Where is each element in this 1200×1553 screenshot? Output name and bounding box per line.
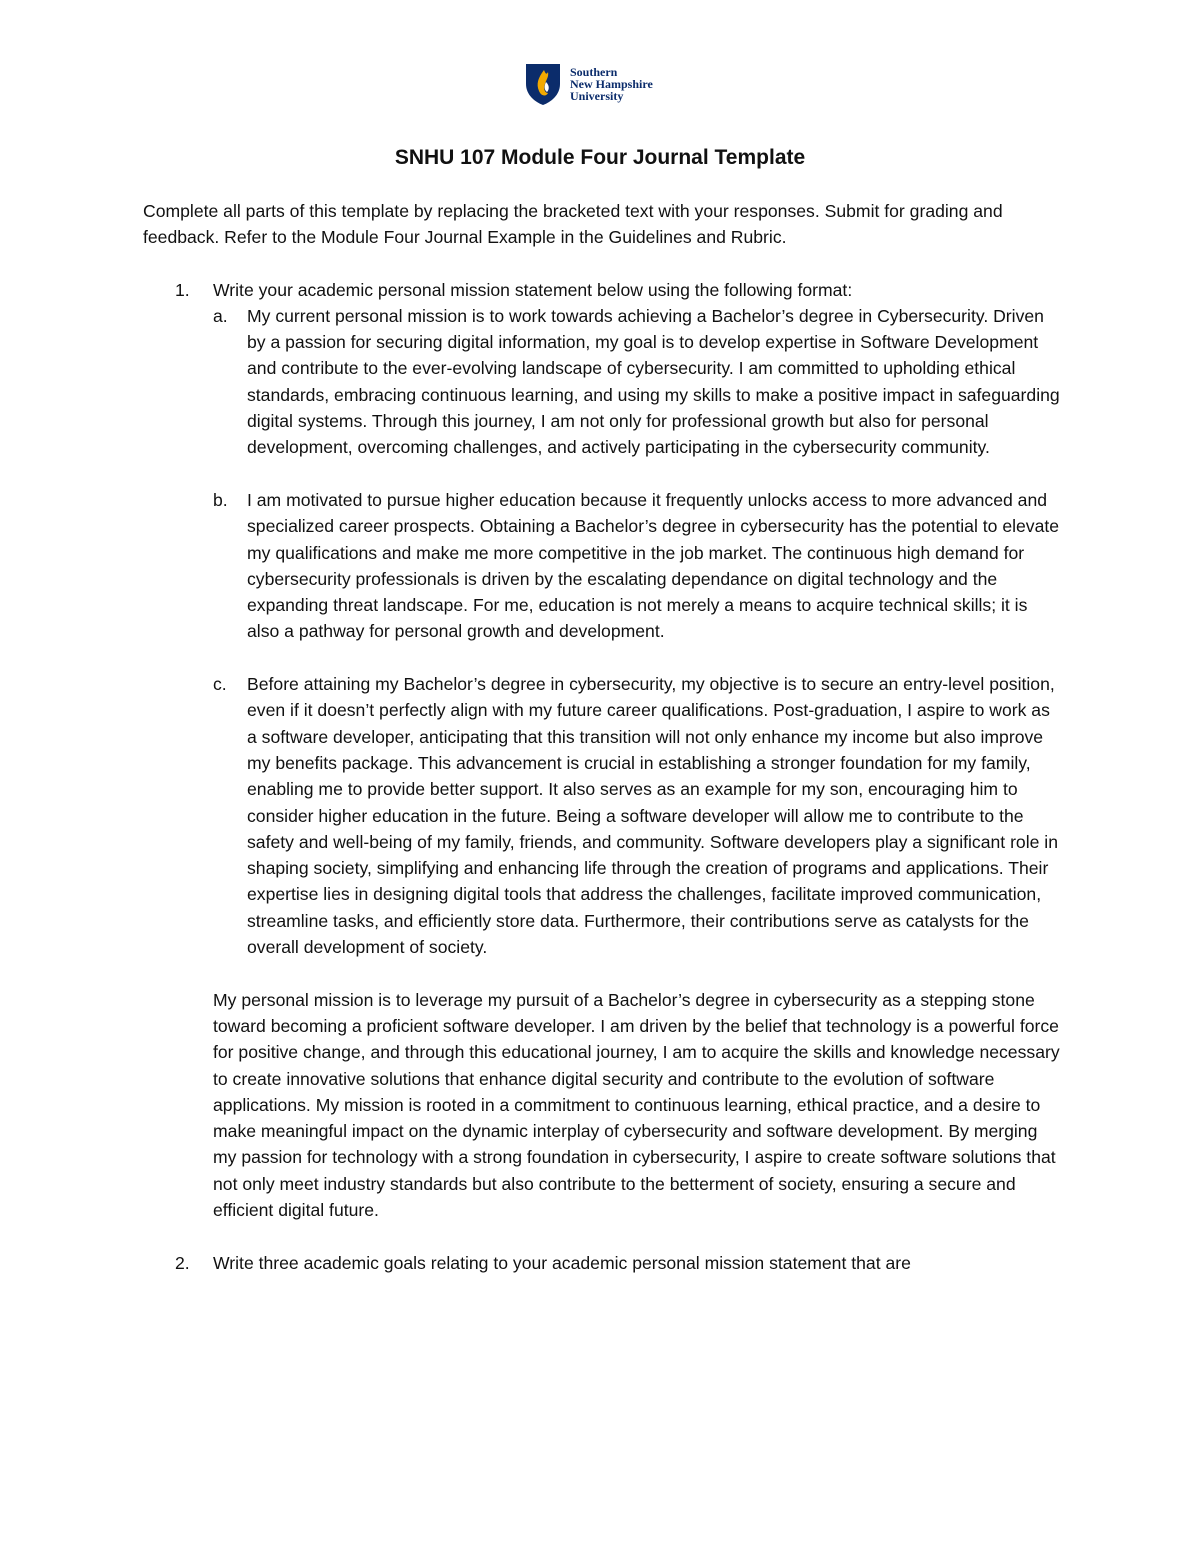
question-2	[143, 1250, 1063, 1276]
question-1-text: Write your academic personal mission statement below using the following format:	[213, 279, 853, 300]
answer-c	[143, 671, 1063, 960]
answer-a-letter: a.	[213, 305, 228, 326]
question-1	[143, 277, 1063, 303]
spacer	[143, 1223, 1063, 1249]
logo-wordmark	[570, 66, 653, 102]
logo-line-1: Southern	[570, 65, 618, 79]
mission-statement: My personal mission is to leverage my pursuit of a Bachelor’s degree in cybersecurity as a stepping stone toward becoming a proficient software developer. I am driven by the belief that technology is a powerful force for positive change, and through this educational journey, I am to acquire the skills and knowledge necessary to create innovative solutions that enhance digital security and contribute to the evolution of software applications. My mission is rooted in a commitment to continuous learning, ethical practice, and a desire to make meaningful impact on the dynamic interplay of cybersecurity and software development. By merging my passion for technology with a strong foundation in cybersecurity, I aspire to create software solutions that not only meet industry standards but also contribute to the betterment of society, ensuring a secure and efficient digital future.	[213, 989, 1060, 1220]
logo-line-3: University	[570, 89, 624, 103]
spacer	[143, 960, 1063, 986]
logo-line-2: New Hampshire	[570, 77, 653, 91]
answer-b	[143, 487, 1063, 645]
document-title: SNHU 107 Module Four Journal Template	[394, 146, 806, 169]
intro-paragraph: Complete all parts of this template by replacing the bracketed text with your responses. Submit for grading and feedback. Refer to the Module Four Journal Example in the Guidelines and Rubric.	[143, 201, 1003, 248]
answer-b-text: I am motivated to pursue higher education because it frequently unlocks access to more advanced and specialized career prospects. Obtaining a Bachelor’s degree in cybersecurity has the potential to elevate my qualifications and make me more competitive in the job market. The continuous high demand for cybersecurity professionals is driven by the escalating dependance on digital technology and the expanding threat landscape. For me, education is not merely a means to acquire technical skills; it is also a pathway for personal growth and development.	[247, 489, 1060, 642]
shield-flame-icon	[524, 62, 562, 106]
question-2-number: 2.	[175, 1252, 190, 1273]
spacer	[143, 461, 1063, 487]
document-body	[143, 198, 1063, 1276]
answer-c-text: Before attaining my Bachelor’s degree in cybersecurity, my objective is to secure an entry-level position, even if it doesn’t perfectly align with my future career qualifications. Post-graduation, I aspire to work as a software developer, anticipating that this transition will not only enhance my income but also improve my benefits package. This advancement is crucial in establishing a stronger foundation for my family, enabling me to provide better support. It also serves as an example for my son, encouraging him to consider higher education in the future. Being a software developer will allow me to contribute to the safety and well-being of my family, friends, and community. Software developers play a significant role in shaping society, simplifying and enhancing life through the creation of programs and applications. Their expertise lies in designing digital tools that address the challenges, facilitate improved communication, streamline tasks, and efficiently store data. Furthermore, their contributions serve as catalysts for the overall development of society.	[247, 674, 1058, 958]
answer-c-letter: c.	[213, 674, 227, 695]
answer-a	[143, 303, 1063, 461]
question-1-number: 1.	[175, 279, 190, 300]
spacer	[143, 645, 1063, 671]
question-2-text: Write three academic goals relating to your academic personal mission statement that are	[213, 1252, 911, 1273]
answer-b-letter: b.	[213, 489, 228, 510]
answer-a-text: My current personal mission is to work towards achieving a Bachelor’s degree in Cybersecurity. Driven by a passion for securing digital information, my goal is to develop expertise in Software Development and contribute to the ever-evolving landscape of cybersecurity. I am committed to upholding ethical standards, embracing continuous learning, and using my skills to make a positive impact in safeguarding digital systems. Through this journey, I am not only for professional growth but also for personal development, overcoming challenges, and actively participating in the cybersecurity community.	[247, 305, 1060, 458]
university-logo	[524, 62, 653, 106]
